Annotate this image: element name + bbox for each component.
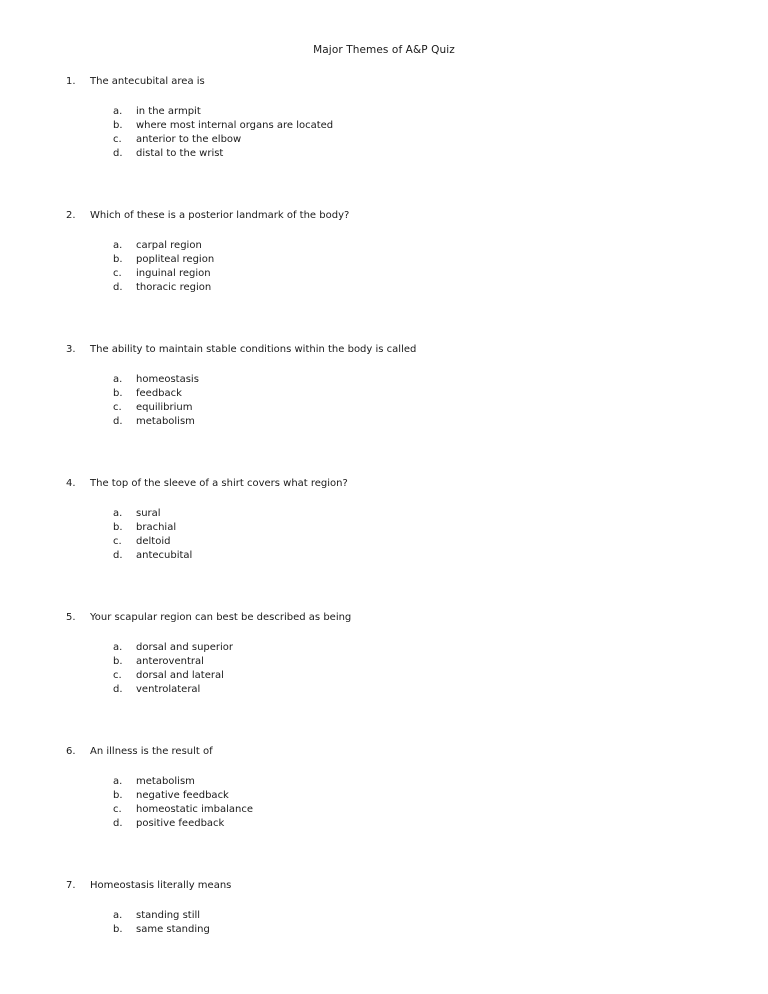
option-text: homeostasis: [136, 374, 199, 385]
option-letter: a.: [113, 106, 123, 117]
option-letter: a.: [113, 374, 123, 385]
option-a: [0, 373, 768, 387]
option-list: [0, 507, 768, 563]
option-text: same standing: [136, 923, 210, 935]
option-list: [0, 239, 768, 295]
question-number: 1.: [66, 76, 76, 87]
option-text: feedback: [136, 387, 182, 399]
option-text: in the armpit: [136, 106, 201, 117]
option-d: [0, 683, 768, 697]
option-letter: d.: [113, 549, 123, 561]
option-d: [0, 415, 768, 429]
document-title: Major Themes of A&P Quiz: [313, 44, 455, 56]
option-c: [0, 669, 768, 683]
option-letter: a.: [113, 776, 123, 787]
option-letter: b.: [113, 119, 123, 131]
option-d: [0, 147, 768, 161]
option-text: standing still: [136, 910, 201, 921]
question-text: Homeostasis literally means: [90, 880, 232, 891]
option-letter: a.: [113, 642, 123, 653]
question-text: The antecubital area is: [90, 76, 205, 87]
option-letter: a.: [113, 508, 123, 519]
option-c: [0, 535, 768, 549]
option-text: equilibrium: [136, 401, 193, 413]
option-text: deltoid: [136, 535, 171, 547]
option-text: distal to the wrist: [136, 147, 224, 159]
option-letter: d.: [113, 415, 123, 427]
option-a: [0, 909, 768, 923]
option-text: negative feedback: [136, 789, 229, 801]
option-text: anteroventral: [136, 655, 204, 667]
option-list: [0, 105, 768, 161]
option-text: dorsal and superior: [136, 642, 234, 653]
option-a: [0, 239, 768, 253]
option-letter: c.: [113, 803, 122, 815]
option-letter: c.: [113, 133, 122, 145]
option-c: [0, 267, 768, 281]
option-list: [0, 641, 768, 697]
option-letter: d.: [113, 147, 123, 159]
option-a: [0, 775, 768, 789]
option-list: [0, 775, 768, 831]
option-b: [0, 923, 768, 937]
option-d: [0, 817, 768, 831]
option-letter: d.: [113, 683, 123, 695]
option-letter: a.: [113, 240, 123, 251]
option-list: [0, 909, 768, 937]
option-text: brachial: [136, 521, 177, 533]
option-b: [0, 521, 768, 535]
question-number: 7.: [66, 880, 76, 891]
option-c: [0, 133, 768, 147]
option-letter: a.: [113, 910, 123, 921]
question-number: 4.: [66, 478, 76, 489]
option-letter: c.: [113, 535, 122, 547]
option-text: dorsal and lateral: [136, 669, 224, 681]
option-letter: b.: [113, 923, 123, 935]
option-b: [0, 387, 768, 401]
option-text: inguinal region: [136, 267, 211, 279]
question-text: The ability to maintain stable conditions within the body is called: [90, 344, 417, 355]
option-b: [0, 119, 768, 133]
question-number: 3.: [66, 344, 76, 355]
option-c: [0, 803, 768, 817]
option-b: [0, 789, 768, 803]
option-text: where most internal organs are located: [136, 119, 334, 131]
option-a: [0, 507, 768, 521]
option-letter: b.: [113, 521, 123, 533]
option-letter: d.: [113, 281, 123, 293]
option-a: [0, 641, 768, 655]
option-d: [0, 549, 768, 563]
option-text: metabolism: [136, 776, 195, 787]
question-text: The top of the sleeve of a shirt covers what region?: [90, 478, 348, 489]
option-text: positive feedback: [136, 817, 225, 829]
option-text: popliteal region: [136, 253, 215, 265]
option-b: [0, 655, 768, 669]
option-a: [0, 105, 768, 119]
question-text: Which of these is a posterior landmark of the body?: [90, 210, 350, 221]
option-text: carpal region: [136, 240, 202, 251]
option-list: [0, 373, 768, 429]
option-text: antecubital: [136, 549, 193, 561]
option-letter: b.: [113, 387, 123, 399]
question-number: 2.: [66, 210, 76, 221]
option-text: thoracic region: [136, 281, 212, 293]
option-b: [0, 253, 768, 267]
option-letter: b.: [113, 253, 123, 265]
option-letter: b.: [113, 655, 123, 667]
option-letter: d.: [113, 817, 123, 829]
option-c: [0, 401, 768, 415]
question-number: 5.: [66, 612, 76, 623]
option-letter: c.: [113, 267, 122, 279]
question-text: Your scapular region can best be described as being: [90, 612, 352, 623]
option-letter: b.: [113, 789, 123, 801]
option-text: metabolism: [136, 415, 195, 427]
option-text: sural: [136, 508, 161, 519]
option-text: anterior to the elbow: [136, 133, 242, 145]
option-d: [0, 281, 768, 295]
option-text: ventrolateral: [136, 683, 201, 695]
option-letter: c.: [113, 669, 122, 681]
option-text: homeostatic imbalance: [136, 803, 253, 815]
question-number: 6.: [66, 746, 76, 757]
option-letter: c.: [113, 401, 122, 413]
question-text: An illness is the result of: [90, 746, 213, 757]
